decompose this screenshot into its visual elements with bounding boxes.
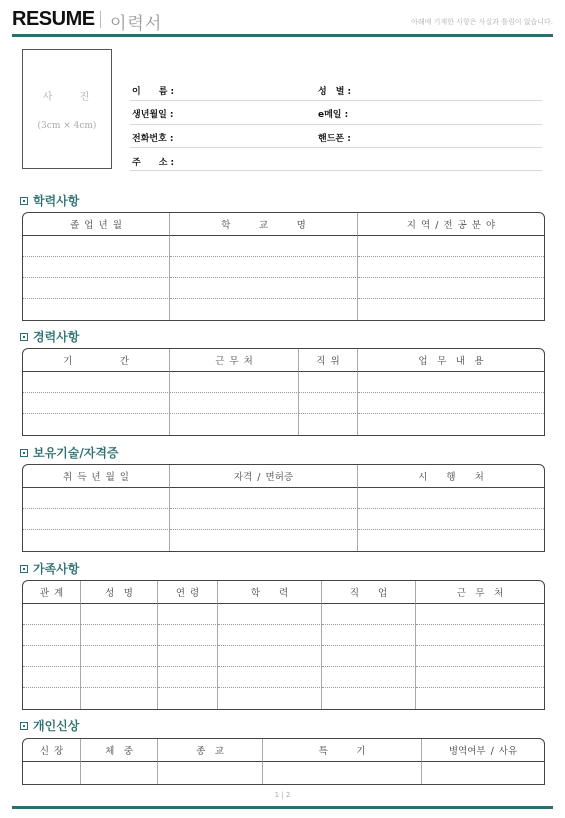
col-header: 근 무 처 bbox=[416, 581, 544, 604]
info-line bbox=[130, 100, 542, 101]
table-cell[interactable] bbox=[23, 688, 81, 709]
table-cell[interactable] bbox=[23, 372, 170, 393]
table-cell[interactable] bbox=[218, 646, 322, 667]
col-header: 직 업 bbox=[322, 581, 416, 604]
section-title-family: 가족사항 bbox=[20, 560, 79, 577]
page-indicator: 1 | 2 bbox=[274, 791, 291, 799]
col-header: 직 위 bbox=[299, 349, 358, 372]
table-cell[interactable] bbox=[218, 625, 322, 646]
table-cell[interactable] bbox=[358, 414, 544, 435]
table-cell[interactable] bbox=[23, 604, 81, 625]
table-cell[interactable] bbox=[299, 414, 358, 435]
table-cell[interactable] bbox=[23, 257, 170, 278]
square-bullet-icon bbox=[20, 333, 28, 341]
family-table bbox=[22, 580, 545, 710]
table-cell[interactable] bbox=[170, 372, 299, 393]
col-header: 졸 업 년 월 bbox=[23, 213, 170, 236]
table-cell[interactable] bbox=[170, 278, 358, 299]
col-header: 자격 / 면허증 bbox=[170, 465, 358, 488]
table-cell[interactable] bbox=[23, 509, 170, 530]
title-ko: 이력서 bbox=[110, 14, 163, 34]
education-table bbox=[22, 212, 545, 321]
table-cell[interactable] bbox=[23, 488, 170, 509]
top-rule bbox=[12, 34, 553, 37]
info-line bbox=[130, 147, 542, 148]
table-cell[interactable] bbox=[158, 625, 218, 646]
table-cell[interactable] bbox=[170, 299, 358, 320]
table-cell[interactable] bbox=[23, 667, 81, 688]
col-header: 신 장 bbox=[23, 739, 81, 762]
table-cell[interactable] bbox=[422, 762, 544, 784]
document-header bbox=[12, 8, 553, 32]
title-divider bbox=[100, 11, 101, 28]
table-cell[interactable] bbox=[299, 393, 358, 414]
table-cell[interactable] bbox=[158, 688, 218, 709]
col-header: 성 명 bbox=[81, 581, 158, 604]
col-header: 취 득 년 월 일 bbox=[23, 465, 170, 488]
table-cell[interactable] bbox=[81, 604, 158, 625]
table-cell[interactable] bbox=[170, 257, 358, 278]
col-header: 체 중 bbox=[81, 739, 158, 762]
square-bullet-icon bbox=[20, 722, 28, 730]
table-cell[interactable] bbox=[170, 488, 358, 509]
table-cell[interactable] bbox=[358, 278, 544, 299]
square-bullet-icon bbox=[20, 449, 28, 457]
section-title-career: 경력사항 bbox=[20, 328, 79, 345]
name-label: 이 름 : bbox=[132, 87, 175, 97]
table-cell[interactable] bbox=[158, 604, 218, 625]
table-cell[interactable] bbox=[170, 509, 358, 530]
birth-label: 생년월일 : bbox=[132, 110, 174, 120]
col-header: 특 기 bbox=[263, 739, 422, 762]
table-cell[interactable] bbox=[416, 646, 544, 667]
section-title-skills: 보유기술/자격증 bbox=[20, 444, 119, 461]
mobile-label: 핸드폰 : bbox=[318, 134, 351, 144]
table-cell[interactable] bbox=[158, 667, 218, 688]
table-cell[interactable] bbox=[322, 646, 416, 667]
table-cell[interactable] bbox=[322, 688, 416, 709]
table-cell[interactable] bbox=[23, 530, 170, 551]
table-cell[interactable] bbox=[322, 604, 416, 625]
table-cell[interactable] bbox=[218, 688, 322, 709]
title-en: RESUME bbox=[12, 8, 95, 30]
phone-label: 전화번호 : bbox=[132, 134, 174, 144]
table-cell[interactable] bbox=[23, 625, 81, 646]
table-cell[interactable] bbox=[158, 646, 218, 667]
bottom-rule bbox=[12, 806, 553, 809]
col-header: 학 교 명 bbox=[170, 213, 358, 236]
col-header: 관 계 bbox=[23, 581, 81, 604]
info-line bbox=[130, 124, 542, 125]
table-cell[interactable] bbox=[322, 667, 416, 688]
table-cell[interactable] bbox=[81, 667, 158, 688]
photo-label: 사 진 bbox=[42, 92, 102, 103]
table-cell[interactable] bbox=[358, 393, 544, 414]
col-header: 시 행 처 bbox=[358, 465, 544, 488]
table-cell[interactable] bbox=[23, 762, 81, 784]
table-cell[interactable] bbox=[299, 372, 358, 393]
table-cell[interactable] bbox=[416, 667, 544, 688]
table-cell[interactable] bbox=[23, 236, 170, 257]
square-bullet-icon bbox=[20, 565, 28, 573]
photo-size: (3cm × 4cm) bbox=[37, 121, 97, 131]
col-header: 근 무 처 bbox=[170, 349, 299, 372]
table-cell[interactable] bbox=[170, 393, 299, 414]
table-cell[interactable] bbox=[358, 236, 544, 257]
table-cell[interactable] bbox=[358, 299, 544, 320]
skills-table bbox=[22, 464, 545, 552]
table-cell[interactable] bbox=[416, 604, 544, 625]
address-label: 주 소 : bbox=[132, 158, 175, 168]
section-title-education: 학력사항 bbox=[20, 192, 79, 209]
section-title-personal-detail: 개인신상 bbox=[20, 717, 79, 734]
col-header: 종 교 bbox=[158, 739, 263, 762]
table-cell[interactable] bbox=[416, 625, 544, 646]
table-cell[interactable] bbox=[170, 530, 358, 551]
table-cell[interactable] bbox=[81, 646, 158, 667]
table-cell[interactable] bbox=[81, 688, 158, 709]
table-cell[interactable] bbox=[170, 236, 358, 257]
col-header: 지 역 / 전 공 분 야 bbox=[358, 213, 544, 236]
table-cell[interactable] bbox=[416, 688, 544, 709]
gender-label: 성 별 : bbox=[318, 87, 352, 97]
table-cell[interactable] bbox=[23, 414, 170, 435]
square-bullet-icon bbox=[20, 197, 28, 205]
table-cell[interactable] bbox=[23, 299, 170, 320]
table-cell[interactable] bbox=[23, 278, 170, 299]
col-header: 업 무 내 용 bbox=[358, 349, 544, 372]
table-cell[interactable] bbox=[358, 530, 544, 551]
table-cell[interactable] bbox=[158, 762, 263, 784]
email-label: e메일 : bbox=[318, 110, 349, 120]
table-cell[interactable] bbox=[358, 509, 544, 530]
table-cell[interactable] bbox=[23, 646, 81, 667]
career-table bbox=[22, 348, 545, 436]
col-header: 병역여부 / 사유 bbox=[422, 739, 544, 762]
table-cell[interactable] bbox=[358, 257, 544, 278]
table-cell[interactable] bbox=[23, 393, 170, 414]
personal-detail-table bbox=[22, 738, 545, 785]
table-cell[interactable] bbox=[81, 762, 158, 784]
table-cell[interactable] bbox=[322, 625, 416, 646]
table-cell[interactable] bbox=[170, 414, 299, 435]
table-cell[interactable] bbox=[218, 667, 322, 688]
photo-box[interactable] bbox=[22, 49, 112, 169]
table-cell[interactable] bbox=[218, 604, 322, 625]
col-header: 학 력 bbox=[218, 581, 322, 604]
col-header: 연 령 bbox=[158, 581, 218, 604]
col-header: 기 간 bbox=[23, 349, 170, 372]
table-cell[interactable] bbox=[263, 762, 422, 784]
header-notice: 아래에 기재한 사항은 사실과 틀림이 없습니다. bbox=[411, 18, 553, 26]
table-cell[interactable] bbox=[358, 372, 544, 393]
table-cell[interactable] bbox=[81, 625, 158, 646]
info-line bbox=[130, 170, 542, 171]
table-cell[interactable] bbox=[358, 488, 544, 509]
